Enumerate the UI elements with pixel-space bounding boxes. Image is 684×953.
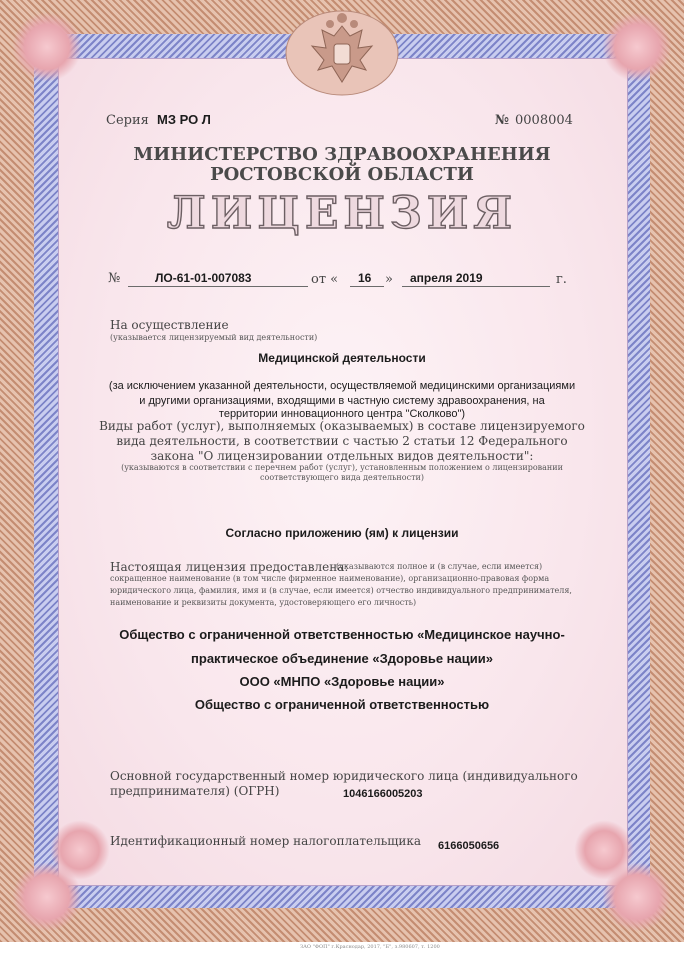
- granted-label: Настоящая лицензия предоставлена:: [110, 560, 349, 574]
- ministry-line-2: РОСТОВСКОЙ ОБЛАСТИ: [210, 164, 474, 185]
- organization-short-name: ООО «МНПО «Здоровье нации»: [239, 674, 445, 689]
- document-title: ЛИЦЕНЗИЯ: [166, 188, 518, 239]
- activity-value: Медицинской деятельности: [258, 351, 426, 365]
- inn-value: 6166050656: [438, 840, 500, 852]
- organization-legal-form: Общество с ограниченной ответственностью: [194, 697, 490, 712]
- ogrn-value: 1046166005203: [343, 788, 423, 800]
- works-value: Согласно приложению (ям) к лицензии: [225, 526, 459, 540]
- works-hint-1: (указываются в соответствии с перечнем работ (услуг), установленным положением о лицензировании: [121, 463, 563, 472]
- exclusion-line-1: (за исключением указанной деятельности, осуществляемой медицинскими организациями: [108, 380, 576, 392]
- watermark-rosette-icon: [574, 820, 634, 880]
- ministry-line-1: МИНИСТЕРСТВО ЗДРАВООХРАНЕНИЯ: [133, 144, 551, 165]
- granted-hint-2: сокращенное наименование (в том числе фирменное наименование), организационно-правовая форма: [110, 574, 550, 583]
- organization-full-name-line-2: практическое объединение «Здоровье нации»: [191, 651, 493, 666]
- exclusion-line-2: и другими организациями, входящими в частную систему здравоохранения, на: [139, 395, 545, 407]
- granted-hint-4: наименование и реквизиты документа, удостоверяющего его личность): [110, 598, 417, 607]
- watermark-rosette-icon: [50, 820, 110, 880]
- organization-full-name-line-1: Общество с ограниченной ответственностью «Медицинское научно-: [119, 627, 565, 642]
- exclusion-line-3: территории инновационного центра "Сколково"): [218, 408, 466, 420]
- granted-hint-1: (указываются полное и (в случае, если имеется): [336, 562, 543, 571]
- printer-footer: ЗАО "ФОП" г.Краснодар, 2017, "Б", з.980607, т. 1200: [300, 944, 440, 950]
- activity-label: На осуществление: [110, 318, 229, 332]
- coat-of-arms-emblem-icon: [282, 8, 402, 98]
- license-no-label: №: [108, 271, 121, 286]
- works-line-2: вида деятельности, в соответствии с частью 2 статьи 12 Федерального: [116, 434, 568, 448]
- works-line-3: закона "О лицензировании отдельных видов деятельности":: [150, 449, 534, 463]
- corner-rosette-icon: [602, 12, 672, 82]
- date-day: 16: [358, 271, 372, 285]
- serial-number: 0008004: [515, 113, 573, 128]
- ogrn-label-line-1: Основной государственный номер юридического лица (индивидуального: [110, 769, 578, 783]
- date-month-year: апреля 2019: [410, 271, 483, 285]
- series-value: МЗ РО Л: [157, 112, 211, 127]
- granted-hint-3: юридического лица, фамилия, имя и (в случае, если имеется) отчество индивидуального предпринимателя,: [110, 586, 572, 595]
- date-year-suffix: г.: [556, 272, 567, 287]
- works-line-1: Виды работ (услуг), выполняемых (оказываемых) в составе лицензируемого: [99, 419, 585, 433]
- date-quote-close: »: [385, 272, 393, 287]
- date-prefix: от «: [311, 272, 339, 287]
- corner-rosette-icon: [12, 12, 82, 82]
- series-label: Серия: [106, 113, 149, 128]
- inn-label: Идентификационный номер налогоплательщика: [110, 834, 422, 848]
- works-hint-2: соответствующего вида деятельности): [260, 473, 424, 482]
- license-number: ЛО-61-01-007083: [155, 271, 252, 285]
- activity-hint: (указывается лицензируемый вид деятельности): [110, 333, 318, 342]
- ogrn-label-line-2: предпринимателя) (ОГРН): [110, 784, 280, 798]
- number-label: №: [495, 113, 510, 128]
